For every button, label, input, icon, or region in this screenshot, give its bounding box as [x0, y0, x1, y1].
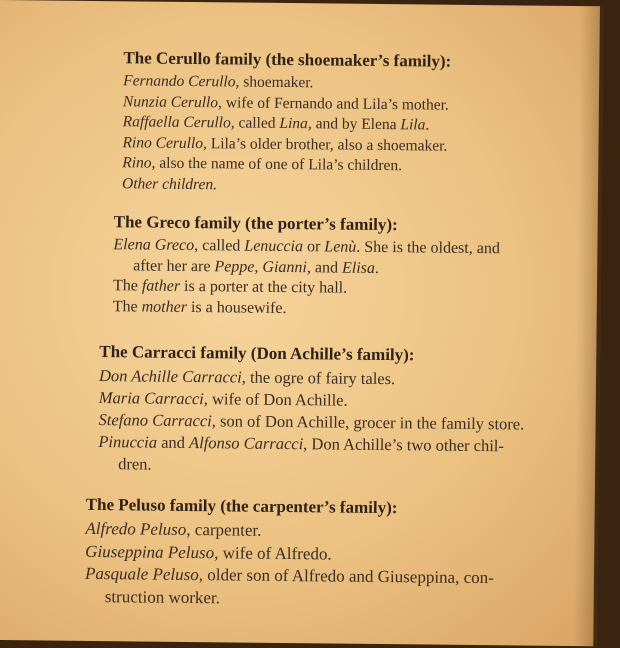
entry-text: struction worker.: [104, 586, 221, 607]
character-entry: [98, 453, 620, 481]
character-name: Alfonso Carracci: [189, 433, 304, 454]
character-name: Lenù: [324, 238, 357, 256]
section-heading: The Cerullo family (the shoemaker’s family):: [123, 48, 452, 71]
character-name: Elena Greco: [113, 236, 195, 255]
greco-family-section: [113, 211, 620, 323]
entry-text: and: [156, 432, 190, 453]
character-name: Alfredo Peluso: [85, 518, 187, 539]
entry-text: ,: [254, 258, 263, 276]
character-name: father: [141, 277, 181, 295]
cerullo-family-section: [122, 47, 620, 200]
entry-text: , and by Elena: [307, 115, 401, 134]
character-list: [122, 71, 620, 200]
entry-text: , son of Don Achille, grocer in the family store.: [211, 411, 525, 434]
peluso-family-section: [85, 494, 620, 614]
entry-text: , also the name of one of Lila’s children.: [151, 154, 403, 175]
entry-text: , and: [306, 258, 343, 277]
character-name: Elisa: [341, 259, 376, 277]
character-name: Other children.: [121, 174, 218, 193]
character-name: Don Achille Carracci: [98, 366, 242, 387]
entry-text: , older son of Alfredo and Giuseppina, con-: [198, 565, 494, 588]
entry-text: , called: [230, 114, 280, 132]
character-entry: [122, 174, 620, 201]
entry-text: , the ogre of fairy tales.: [241, 367, 396, 389]
character-name: Lina: [279, 114, 308, 133]
character-name: Rino Cerullo: [122, 133, 204, 152]
entry-text: or: [302, 238, 325, 256]
character-name: mother: [141, 298, 188, 316]
character-list: [98, 365, 620, 481]
character-name: Rino: [122, 154, 152, 172]
character-name: Nunzia Cerullo: [122, 92, 219, 111]
character-name: Gianni: [262, 258, 308, 276]
carracci-family-section: [98, 341, 620, 481]
character-entry: [113, 297, 620, 324]
entry-text: .: [425, 116, 430, 134]
entry-text: , wife of Fernando and Lila’s mother.: [218, 93, 449, 114]
character-name: Stefano Carracci: [98, 410, 212, 431]
entry-text: , wife of Don Achille.: [203, 389, 348, 410]
character-name: Giuseppina Peluso: [85, 541, 215, 562]
entry-text: dren.: [118, 454, 152, 474]
entry-text: , shoemaker.: [235, 73, 314, 92]
entry-text: , Don Achille’s two other chil-: [303, 434, 505, 456]
character-name: Pinuccia: [98, 432, 158, 452]
character-list: [85, 518, 620, 614]
entry-text: is a porter at the city hall.: [180, 277, 348, 297]
entry-text: The: [112, 277, 142, 295]
section-heading: The Peluso family (the carpenter’s family):: [85, 494, 398, 518]
entry-text: , carpenter.: [186, 519, 262, 540]
section-heading: The Carracci family (Don Achille’s family):: [99, 342, 415, 365]
character-name: Lila: [400, 116, 426, 134]
character-name: Peppe: [214, 257, 255, 276]
character-name: Pasquale Peluso: [84, 563, 199, 585]
entry-text: .: [374, 259, 380, 277]
entry-text: is a housewife.: [186, 298, 287, 317]
character-name: Raffaella Cerullo: [122, 113, 231, 132]
entry-text: , Lila’s older brother, also a shoemaker.: [202, 134, 448, 155]
character-name: Lenuccia: [244, 237, 304, 256]
character-name: Maria Carracci: [98, 388, 204, 409]
section-heading: The Greco family (the porter’s family):: [113, 212, 398, 235]
entry-text: . She is the oldest, and: [356, 238, 500, 258]
entry-text: , wife of Alfredo.: [214, 542, 332, 564]
entry-text: after her are: [133, 256, 215, 275]
character-entry: [85, 585, 620, 614]
entry-text: , called: [194, 237, 245, 255]
character-list: [113, 235, 620, 323]
character-name: Fernando Cerullo: [123, 72, 236, 91]
entry-text: The: [112, 297, 142, 315]
